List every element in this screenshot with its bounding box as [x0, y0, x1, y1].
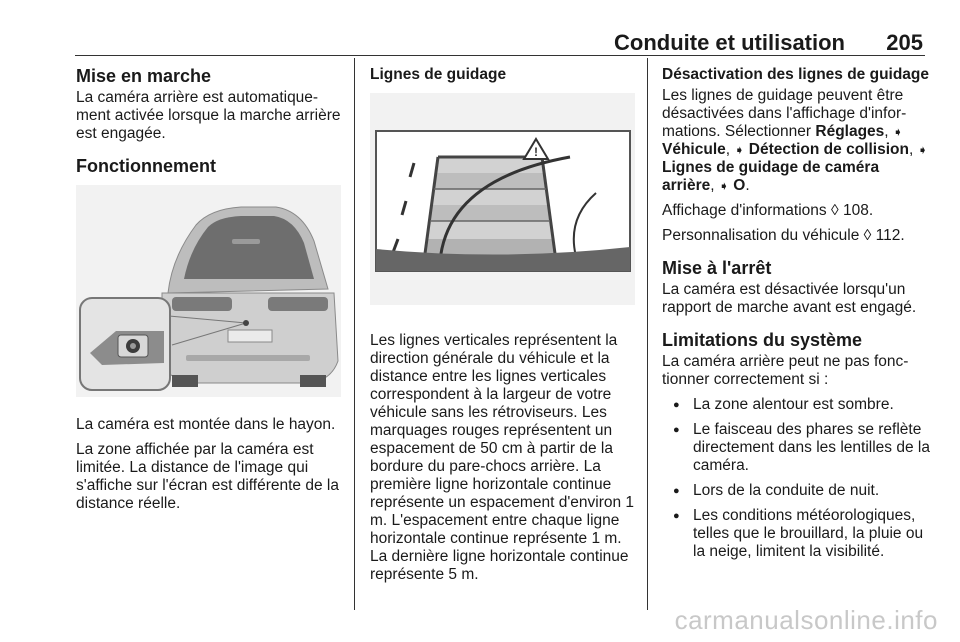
- menu-lignes-camera: Lignes de guidage de caméra arrière: [662, 159, 880, 194]
- paragraph-desactivation: Les lignes de guidage peuvent être désactivées dans l'affichage d'infor-mations. Sélectionner Réglages, ➧ Véhicule, ➧ Détection de collision, ➧ Lignes de guidage de caméra arrière, ➧ O.: [662, 87, 928, 194]
- menu-detection-collision: Détection de collision: [748, 141, 909, 158]
- column-divider-1: [354, 58, 355, 610]
- page-ref-112: 112.: [875, 227, 905, 244]
- arrow-icon: ➧: [917, 143, 928, 157]
- arrow-icon: ➧: [734, 143, 745, 157]
- heading-fonctionnement: Fonctionnement: [76, 156, 216, 176]
- menu-reglages: Réglages: [815, 123, 885, 140]
- list-item: ● Lors de la conduite de nuit.: [662, 482, 932, 500]
- paragraph-limitations: La caméra arrière peut ne pas fonc-tionner correctement si :: [662, 353, 909, 388]
- heading-mise-a-larret: Mise à l'arrêt: [662, 258, 772, 278]
- page-header: [75, 30, 925, 55]
- arrow-icon: ➧: [718, 179, 729, 193]
- heading-desactivation: Désactivation des lignes de guidage: [662, 66, 930, 83]
- column-1: [76, 65, 344, 520]
- toggle-off-icon: O: [733, 177, 746, 194]
- arrow-icon: ➧: [892, 125, 903, 139]
- list-item: ● Le faisceau des phares se reflète directement dans les lentilles de la caméra.: [662, 421, 932, 475]
- limitations-list: [662, 396, 932, 561]
- paragraph-personnalisation: Personnalisation du véhicule ◊ 112.: [662, 227, 905, 244]
- guidelines-illustration: [370, 93, 635, 310]
- header-rule: [75, 55, 925, 56]
- paragraph-montee: La caméra est montée dans le hayon.: [76, 416, 336, 433]
- column-divider-2: [647, 58, 648, 610]
- list-item: ● La zone alentour est sombre.: [662, 396, 932, 414]
- running-title: Conduite et utilisation: [614, 30, 845, 55]
- heading-lignes-de-guidage: Lignes de guidage: [370, 66, 507, 83]
- page-reference-icon: ◊: [830, 202, 839, 219]
- camera-location-illustration: [76, 185, 344, 402]
- menu-vehicule: Véhicule: [662, 141, 726, 158]
- watermark: carmanualsonline.info: [674, 605, 938, 635]
- paragraph-zone-affichee: La zone affichée par la caméra est limitée. La distance de l'image qui s'affiche sur l'écran est différente de la distance réelle.: [76, 441, 339, 512]
- paragraph-affichage-informations: Affichage d'informations ◊ 108.: [662, 202, 874, 219]
- rear-car-camera-illustration: [76, 185, 341, 397]
- list-item: ● Les conditions météorologiques, telles que le brouillard, la pluie ou la neige, limitent la visibilité.: [662, 507, 932, 561]
- column-2: [370, 65, 635, 591]
- column-3: [662, 65, 932, 568]
- page-ref-108: 108.: [842, 202, 874, 219]
- svg-text:!: !: [534, 145, 538, 159]
- heading-mise-en-marche: Mise en marche: [76, 66, 212, 86]
- paragraph-mise-a-larret: La caméra est désactivée lorsqu'un rapport de marche avant est engagé.: [662, 281, 917, 316]
- paragraph-mise-en-marche: La caméra arrière est automatique-ment activée lorsque la marche arrière est engagée.: [76, 89, 341, 142]
- page-reference-icon: ◊: [863, 227, 872, 244]
- heading-limitations: Limitations du système: [662, 330, 863, 350]
- page-number: 205: [886, 30, 923, 55]
- paragraph-lignes-description: Les lignes verticales représentent la direction générale du véhicule et la distance entre les lignes verticales correspondent à la largeur de votre véhicule sans les rétroviseurs. Les marquages rouges représentent un espacement de 50 cm à partir de la bordure du pare-chocs arrière. La première ligne horizontale continue représente un espacement d'environ 1 m. L'espacement entre chaque ligne horizontale continue représente 1 m. La dernière ligne horizontale continue représente 5 m.: [370, 332, 635, 583]
- camera-display-guidelines: [370, 93, 635, 305]
